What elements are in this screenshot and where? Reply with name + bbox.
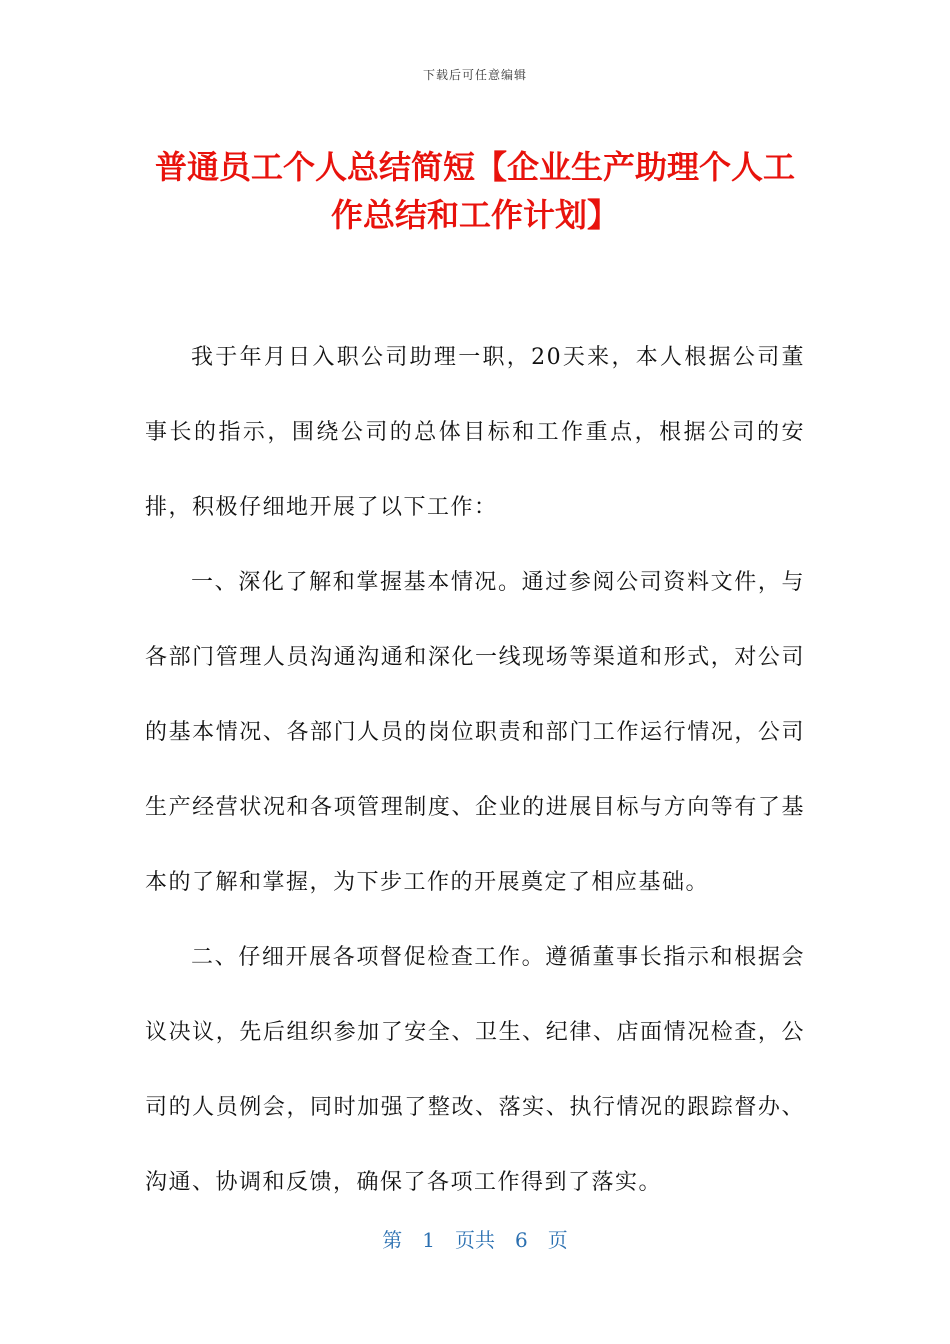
paragraph-intro: 我于年月日入职公司助理一职，20天来，本人根据公司董事长的指示，围绕公司的总体目标和工作重点，根据公司的安排，积极仔细地开展了以下工作： xyxy=(145,345,805,520)
paragraph-section-two: 二、仔细开展各项督促检查工作。遵循董事长指示和根据会议决议，先后组织参加了安全、卫生、纪律、店面情况检查，公司的人员例会，同时加强了整改、落实、执行情况的跟踪督办、沟通、协调和反馈，确保了各项工作得到了落实。 xyxy=(145,945,805,1195)
document-title: 普通员工个人总结简短【企业生产助理个人工作总结和工作计划】 xyxy=(154,148,795,234)
footer-label-end: 页 xyxy=(547,1228,568,1252)
footer-total-pages: 6 xyxy=(515,1228,528,1252)
paragraph-section-one: 一、深化了解和掌握基本情况。通过参阅公司资料文件，与各部门管理人员沟通沟通和深化一线现场等渠道和形式，对公司的基本情况、各部门人员的岗位职责和部门工作运行情况，公司生产经营状况和各项管理制度、企业的进展目标与方向等有了基本的了解和掌握，为下步工作的开展奠定了相应基础。 xyxy=(145,570,805,895)
document-body xyxy=(145,320,805,1220)
header-note: 下载后可任意编辑 xyxy=(422,68,527,82)
footer-current-page: 1 xyxy=(422,1228,435,1252)
footer-label-page: 第 xyxy=(382,1228,403,1252)
footer-label-total: 页共 xyxy=(455,1228,495,1252)
page-footer xyxy=(0,1224,950,1253)
